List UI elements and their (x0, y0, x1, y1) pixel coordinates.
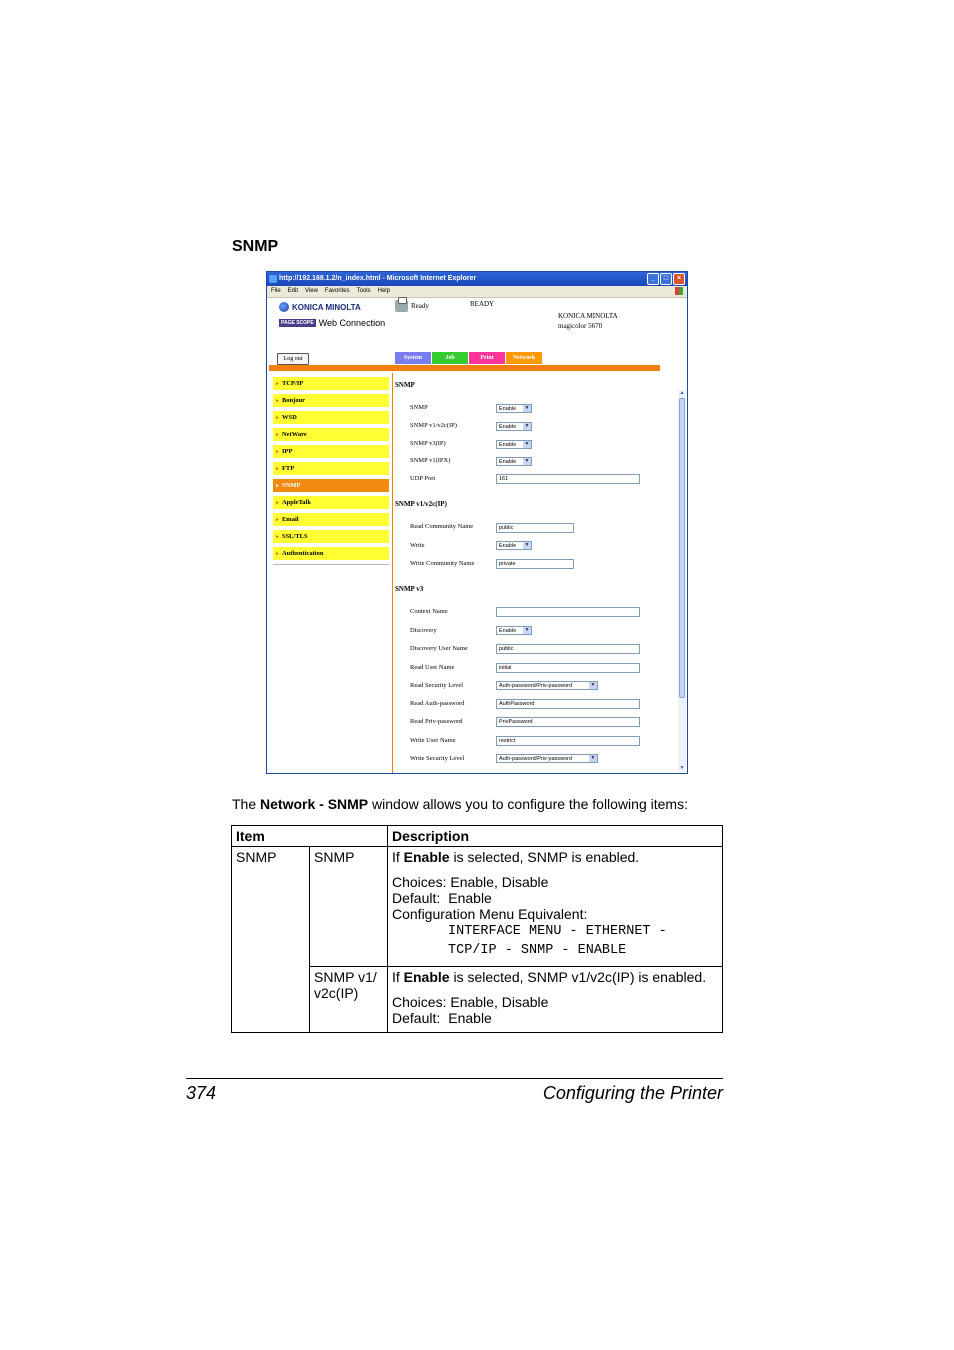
header-description: Description (388, 826, 723, 847)
select-discovery[interactable]: Enable ▼ (496, 626, 532, 635)
label-context-name: Context Name (410, 608, 448, 615)
intro-bold: Network - SNMP (260, 796, 369, 812)
table-row (232, 847, 723, 967)
read-user-input[interactable]: initial (496, 663, 640, 673)
form-heading-v3: SNMP v3 (395, 585, 424, 593)
arrow-right-icon: ► (275, 416, 280, 421)
select-snmp-v1-ipx[interactable]: Enable ▼ (496, 457, 532, 466)
tab-underline-bar (269, 365, 660, 371)
tab-system[interactable]: System (395, 352, 431, 364)
status-area (395, 300, 429, 312)
read-community-input[interactable]: public (496, 523, 574, 533)
menu-help[interactable]: Help (377, 288, 390, 294)
group-cell: SNMP (232, 847, 310, 1033)
label-write: Write (410, 542, 425, 549)
status-text: Ready (411, 302, 429, 310)
sidebar-item-netware[interactable]: ► NetWare (273, 428, 389, 441)
chevron-down-icon: ▼ (524, 441, 530, 447)
browser-window-screenshot (266, 271, 688, 774)
label-snmp-v1v2c: SNMP v1/v2c(IP) (410, 422, 457, 429)
window-title: http://192.168.1.2/n_index.html - Microsoft Internet Explorer (279, 275, 477, 282)
sidebar-item-snmp[interactable]: ► SNMP (273, 479, 389, 492)
label-udp-port: UDP Port (410, 475, 436, 482)
tab-network[interactable]: Network (506, 352, 542, 364)
chevron-down-icon: ▼ (524, 627, 530, 633)
chevron-down-icon: ▼ (524, 542, 530, 548)
default-line: Default: Enable (392, 1010, 492, 1026)
chevron-down-icon: ▼ (524, 405, 530, 411)
header-item: Item (232, 826, 388, 847)
arrow-right-icon: ► (275, 552, 280, 557)
label-snmp: SNMP (410, 404, 428, 411)
logout-button[interactable]: Log out (277, 353, 309, 365)
scroll-up-icon[interactable]: ▲ (679, 390, 685, 396)
status-caps: READY (470, 300, 495, 308)
context-name-input[interactable] (496, 607, 640, 617)
section-heading: SNMP (232, 238, 279, 255)
chevron-down-icon: ▼ (524, 423, 530, 429)
label-read-auth: Read Auth-password (410, 700, 465, 707)
label-read-community: Read Community Name (410, 523, 474, 530)
content-divider (392, 373, 393, 773)
web-connection-label: Web Connection (318, 318, 386, 328)
read-auth-input[interactable]: AuthPassword (496, 699, 640, 709)
sidebar-item-email[interactable]: ► Email (273, 513, 389, 526)
select-snmp[interactable]: Enable ▼ (496, 404, 532, 413)
chevron-down-icon: ▼ (590, 682, 596, 688)
tab-bar (395, 352, 542, 364)
scrollbar-thumb[interactable] (679, 398, 685, 698)
discovery-user-input[interactable]: public (496, 644, 640, 654)
choices-line: Choices: Enable, Disable (392, 874, 549, 890)
pagescope-badge: PAGE SCOPE (281, 320, 314, 326)
sidebar-item-ssl-tls[interactable]: ► SSL/TLS (273, 530, 389, 543)
model-brand: KONICA MINOLTA (558, 312, 618, 320)
intro-paragraph: The Network - SNMP window allows you to configure the following items: (232, 796, 688, 812)
sidebar-item-appletalk[interactable]: ► AppleTalk (273, 496, 389, 509)
select-write-security[interactable]: Auth-password/Priv-password ▼ (496, 754, 598, 763)
footer-rule (186, 1078, 723, 1079)
label-snmp-v3: SNMP v3(IP) (410, 440, 446, 447)
menu-favorites[interactable]: Favorites (324, 288, 350, 294)
model-info (558, 311, 618, 331)
sidebar-item-tcpip[interactable]: ► TCP/IP (273, 377, 389, 390)
arrow-right-icon: ► (275, 450, 280, 455)
item-cell: SNMP (310, 847, 388, 967)
sidebar-item-wsd[interactable]: ► WSD (273, 411, 389, 424)
label-write-user: Write User Name (410, 737, 456, 744)
label-discovery-user: Discovery User Name (410, 645, 468, 652)
arrow-right-icon: ► (275, 433, 280, 438)
arrow-right-icon: ► (275, 382, 280, 387)
tab-print[interactable]: Print (469, 352, 505, 364)
write-user-input[interactable]: restrict (496, 736, 640, 746)
default-line: Default: Enable (392, 890, 492, 906)
page-content (267, 298, 687, 773)
label-read-security: Read Security Level (410, 682, 464, 689)
window-titlebar (267, 272, 687, 286)
description-line: If Enable is selected, SNMP v1/v2c(IP) is enabled. (392, 969, 707, 985)
chevron-down-icon: ▼ (590, 755, 596, 761)
scroll-down-icon[interactable]: ▼ (679, 765, 685, 771)
write-community-input[interactable]: private (496, 559, 574, 569)
chevron-down-icon: ▼ (524, 458, 530, 464)
form-heading-v1v2c: SNMP v1/v2c(IP) (395, 500, 447, 508)
konica-minolta-logo: KONICA MINOLTA (279, 302, 361, 312)
label-write-security: Write Security Level (410, 755, 465, 762)
sidebar (273, 377, 389, 565)
label-read-user: Read User Name (410, 664, 455, 671)
chapter-title: Configuring the Printer (542, 1083, 723, 1103)
pagescope-logo (279, 318, 385, 328)
ie-icon (269, 275, 277, 283)
label-snmp-v1-ipx: SNMP v1(IPX) (410, 457, 451, 464)
arrow-right-icon: ► (275, 501, 280, 506)
minimize-icon[interactable]: _ (647, 273, 659, 285)
maximize-icon[interactable]: □ (660, 273, 672, 285)
menu-edit[interactable]: Edit (287, 288, 299, 294)
menu-path-line1: INTERFACE MENU - ETHERNET - (448, 924, 667, 939)
label-read-priv: Read Priv-password (410, 718, 463, 725)
windows-logo-icon (675, 287, 683, 295)
model-name: magicolor 5670 (558, 322, 603, 330)
description-cell (388, 967, 723, 1033)
vertical-scrollbar[interactable] (678, 390, 686, 772)
table-header-row (232, 826, 723, 847)
read-priv-input[interactable]: PrivPassword (496, 717, 640, 727)
menu-bar (267, 286, 687, 298)
arrow-right-icon: ► (275, 535, 280, 540)
select-read-security[interactable]: Auth-password/Priv-password ▼ (496, 681, 598, 690)
label-discovery: Discovery (410, 627, 437, 634)
sidebar-item-authentication[interactable]: ► Authentication (273, 547, 389, 560)
description-cell (388, 847, 723, 967)
select-snmp-v3[interactable]: Enable ▼ (496, 440, 532, 449)
sidebar-item-bonjour[interactable]: ► Bonjour (273, 394, 389, 407)
close-icon[interactable]: × (673, 273, 685, 285)
menu-view[interactable]: View (305, 288, 318, 294)
udp-port-input[interactable]: 161 (496, 474, 640, 484)
tab-job[interactable]: Job (432, 352, 468, 364)
menu-path-line2: TCP/IP - SNMP - ENABLE (448, 943, 627, 958)
arrow-right-icon: ► (275, 467, 280, 472)
menu-file[interactable]: File (271, 288, 281, 294)
arrow-right-icon: ► (275, 518, 280, 523)
menu-equivalent-label: Configuration Menu Equivalent: (392, 906, 588, 922)
page-number: 374 (186, 1083, 217, 1103)
label-write-community: Write Community Name (410, 560, 475, 567)
item-cell: SNMP v1/ v2c(IP) (310, 967, 388, 1033)
arrow-right-icon: ► (275, 484, 280, 489)
description-line: If Enable is selected, SNMP is enabled. (392, 849, 640, 865)
printer-icon (395, 300, 408, 312)
form-heading-snmp: SNMP (395, 381, 415, 389)
arrow-right-icon: ► (275, 399, 280, 404)
choices-line: Choices: Enable, Disable (392, 994, 549, 1010)
sidebar-item-ftp[interactable]: ► FTP (273, 462, 389, 475)
sidebar-item-ipp[interactable]: ► IPP (273, 445, 389, 458)
select-write[interactable]: Enable ▼ (496, 541, 532, 550)
select-snmp-v1v2c[interactable]: Enable ▼ (496, 422, 532, 431)
globe-icon (279, 302, 289, 312)
menu-tools[interactable]: Tools (356, 288, 371, 294)
settings-table (231, 825, 723, 1033)
